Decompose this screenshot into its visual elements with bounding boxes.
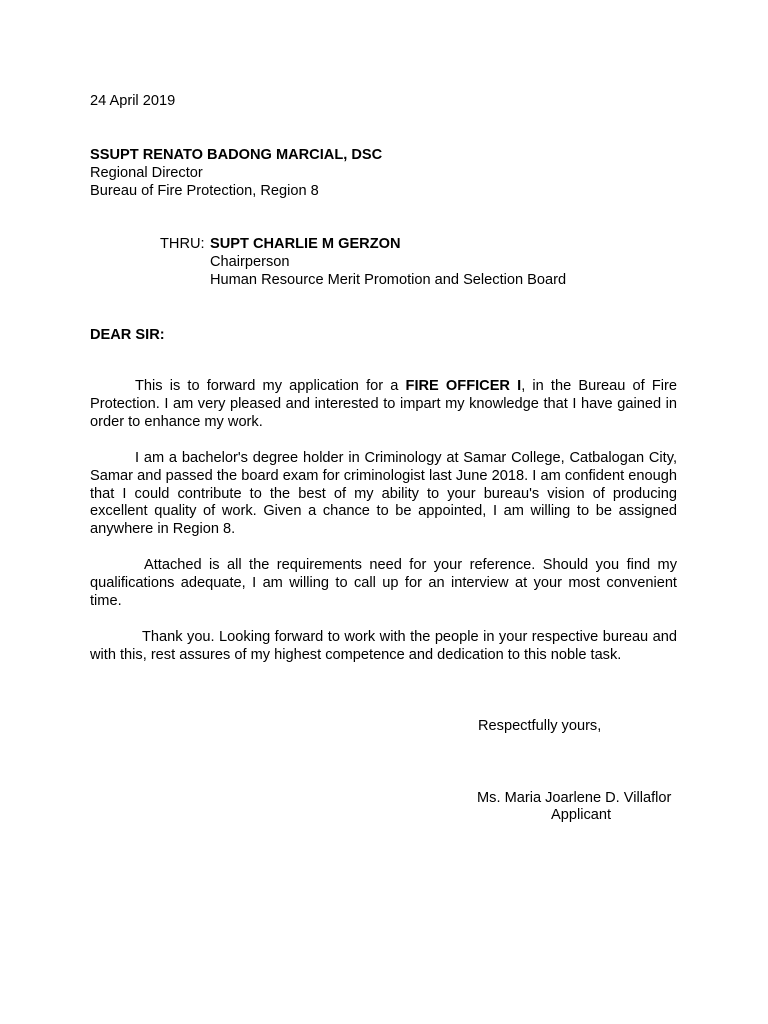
addressee-name: SSUPT RENATO BADONG MARCIAL, DSC xyxy=(90,147,383,163)
position-title: FIRE OFFICER I xyxy=(405,378,522,394)
signatory-name: Ms. Maria Joarlene D. Villaflor xyxy=(477,790,672,806)
paragraph-3-text: Attached is all the requirements need for your reference. Should you find my qualifications adequate, I am willing to call up for an interview at your most convenient time. xyxy=(90,557,677,609)
signatory-role: Applicant xyxy=(551,807,612,823)
salutation: DEAR SIR: xyxy=(90,327,165,343)
thru-office: Human Resource Merit Promotion and Selection Board xyxy=(210,272,567,288)
paragraph-2-text: I am a bachelor's degree holder in Criminology at Samar College, Catbalogan City, Samar and passed the board exam for criminologist last June 2018. I am confident enough that I could contribute to the best of my ability to your bureau's vision of producing excellent quality of work. Given a chance to be appointed, I am willing to be assigned anywhere in Region 8. xyxy=(90,450,677,538)
addressee-title: Regional Director xyxy=(90,165,203,181)
closing: Respectfully yours, xyxy=(478,718,602,734)
paragraph-1 xyxy=(90,378,677,431)
addressee-office: Bureau of Fire Protection, Region 8 xyxy=(90,183,319,199)
letter-date: 24 April 2019 xyxy=(90,93,176,109)
thru-title: Chairperson xyxy=(210,254,290,270)
paragraph-4-text: Thank you. Looking forward to work with the people in your respective bureau and with this, rest assures of my highest competence and dedication to this noble task. xyxy=(90,629,677,663)
paragraph-4 xyxy=(90,629,677,665)
paragraph-3 xyxy=(90,557,677,610)
paragraph-1-text-b: , in the Bureau of Fire Protection. I am very pleased and interested to impart my knowledge that I have gained in order to enhance my work. xyxy=(90,378,678,430)
thru-label: THRU: xyxy=(160,236,205,252)
paragraph-2 xyxy=(90,450,677,539)
thru-name: SUPT CHARLIE M GERZON xyxy=(210,236,401,252)
paragraph-1-text-a: This is to forward my application for a xyxy=(135,378,406,394)
